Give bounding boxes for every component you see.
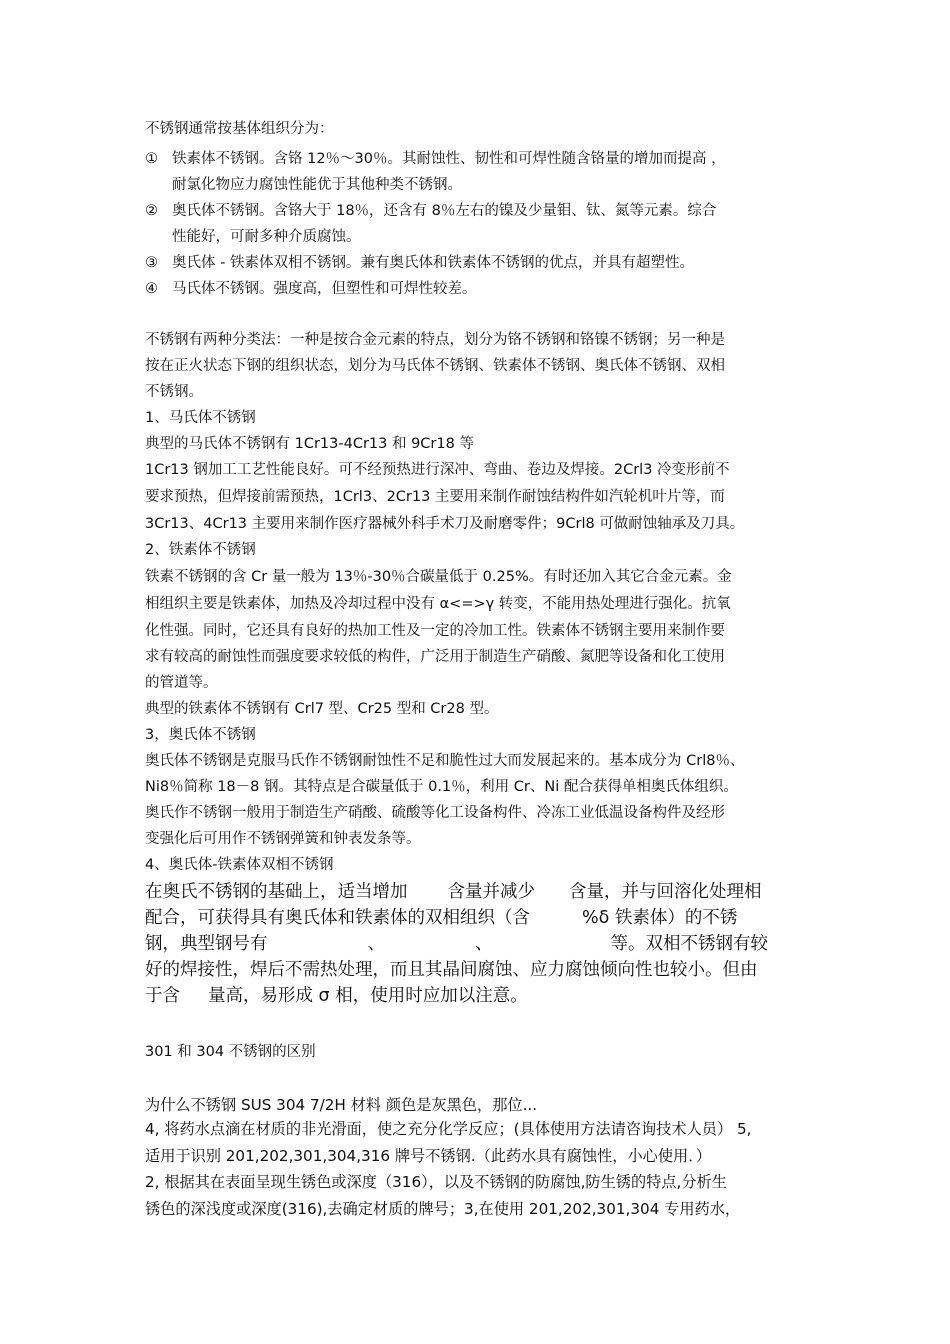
type-line: 耐氯化物应力腐蚀性能优于其他种类不锈钢。 [172, 177, 462, 193]
text-segment: 等。双相不锈钢有较 [610, 934, 768, 954]
body-line: 奥氏作不锈钢一般用于制造生产硝酸、硫酸等化工设备构件、冷冻工业低温设备构件及经形 [145, 805, 725, 821]
text-segment: 于含 [145, 986, 180, 1006]
intro-line: 不锈钢通常按基体组织分为： [145, 121, 334, 137]
classify-line: 不锈钢。 [145, 384, 203, 400]
body-line: 典型的铁素体不锈钢有 Crl7 型、Cr25 型和 Cr28 型。 [145, 701, 499, 717]
classify-line: 按在正火状态下钢的组织状态，划分为马氏体不锈钢、铁素体不锈钢、奥氏体不锈钢、双相 [145, 358, 725, 374]
duplex-line [145, 906, 737, 930]
body-line: Ni8％简称 18－8 钢。其特点是合碳量低于 0.1％，利用 Cr、Ni 配合获得单相奥氏体组织。 [145, 779, 738, 795]
section-heading: 4、奥氏体-铁素体双相不锈钢 [145, 857, 334, 873]
body-line: 要求预热，但焊接前需预热，1Crl3、2Cr13 主要用来制作耐蚀结构件如汽轮机叶片等，而 [145, 489, 725, 505]
text-segment: 含量，并与回溶化处理相 [569, 882, 762, 902]
body-line: 1Cr13 钢加工工艺性能良好。可不经预热进行深冲、弯曲、卷边及焊接。2Crl3 冷变形前不 [145, 462, 730, 478]
type-line: 性能好，可耐多种介质腐蚀。 [172, 229, 361, 245]
faq-line: 4, 将药水点滴在材质的非光滑面，使之充分化学反应；(具体使用方法请咨询技术人员） 5, [145, 1120, 752, 1138]
item-number: ④ [145, 281, 158, 297]
body-line: 求有较高的耐蚀性而强度要求较低的构件，广泛用于制造生产硝酸、氮肥等设备和化工使用 [145, 649, 725, 665]
text-segment: 量高，易形成 σ 相，使用时应加以注意。 [208, 986, 528, 1006]
body-line: 典型的马氏体不锈钢有 1Cr13-4Cr13 和 9Cr18 等 [145, 436, 474, 452]
section-heading: 1、马氏体不锈钢 [145, 410, 256, 426]
faq-line: 适用于识别 201,202,301,304,316 牌号不锈钢.（此药水具有腐蚀性，小心使用．） [145, 1147, 712, 1165]
text-segment: 、 [475, 934, 493, 954]
body-line: 奥氏体不锈钢是克服马氏作不锈钢耐蚀性不足和脆性过大而发展起来的。基本成分为 Crl8％、 [145, 753, 745, 769]
duplex-line [145, 958, 758, 982]
text-segment: 钢，典型钢号有 [145, 934, 268, 954]
text-segment: 在奥氏不锈钢的基础上，适当增加 [145, 882, 408, 902]
type-line: 马氏体不锈钢。强度高，但塑性和可焊性较差。 [172, 281, 477, 297]
text-segment: 、 [367, 934, 385, 954]
body-line: 的管道等。 [145, 675, 218, 691]
section-title: 301 和 304 不锈钢的区别 [145, 1044, 316, 1060]
faq-line: 锈色的深浅度或深度(316),去确定材质的牌号；3,在使用 201,202,301,304 专用药水， [145, 1200, 741, 1218]
text-segment: 配合，可获得具有奥氏体和铁素体的双相组织（含 [145, 908, 530, 928]
body-line: 相组织主要是铁素体，加热及冷却过程中没有 α<=>γ 转变，不能用热处理进行强化。抗氧 [145, 596, 731, 612]
duplex-line [145, 932, 768, 956]
type-line: 奥氏体不锈钢。含铬大于 18％，还含有 8％左右的镍及少量钼、钛、氮等元素。综合 [172, 203, 717, 219]
body-line: 变强化后可用作不锈钢弹簧和钟表发条等。 [145, 831, 421, 847]
classify-line: 不锈钢有两种分类法：一种是按合金元素的特点，划分为铬不锈钢和铬镍不锈钢；另一种是 [145, 332, 725, 348]
text-segment: %δ 铁素体）的不锈 [582, 908, 738, 928]
section-heading: 2、铁素体不锈钢 [145, 542, 256, 558]
body-line: 化性强。同时，它还具有良好的热加工性及一定的冷加工性。铁素体不锈钢主要用来制作要 [145, 623, 725, 639]
type-line: 奥氏体 - 铁素体双相不锈钢。兼有奥氏体和铁素体不锈钢的优点，并具有超塑性。 [172, 255, 694, 271]
faq-line: 2, 根据其在表面呈现生锈色或深度（316），以及不锈钢的防腐蚀,防生锈的特点,分析生 [145, 1173, 727, 1191]
body-line: 铁素不锈钢的含 Cr 量一般为 13％-30％合碳量低于 0.25%。有时还加入其它合金元素。金 [145, 569, 732, 585]
item-number: ③ [145, 255, 158, 271]
type-line: 铁素体不锈钢。含铬 12％～30％。其耐蚀性、韧性和可焊性随含铬量的增加而提高 ， [172, 151, 726, 167]
text-segment: 好的焊接性，焊后不需热处理，而且其晶间腐蚀、应力腐蚀倾向性也较小。但由 [145, 960, 758, 980]
item-number: ① [145, 151, 158, 167]
duplex-line [145, 880, 762, 904]
text-segment: 含量并减少 [447, 882, 535, 902]
faq-line: 为什么不锈钢 SUS 304 7/2H 材料 颜色是灰黑色，那位... [145, 1096, 538, 1114]
duplex-line [145, 984, 528, 1008]
section-heading: 3，奥氏体不锈钢 [145, 727, 256, 743]
item-number: ② [145, 203, 158, 219]
body-line: 3Cr13、4Cr13 主要用来制作医疗器械外科手术刀及耐磨零件；9Crl8 可做耐蚀轴承及刀具。 [145, 516, 745, 532]
